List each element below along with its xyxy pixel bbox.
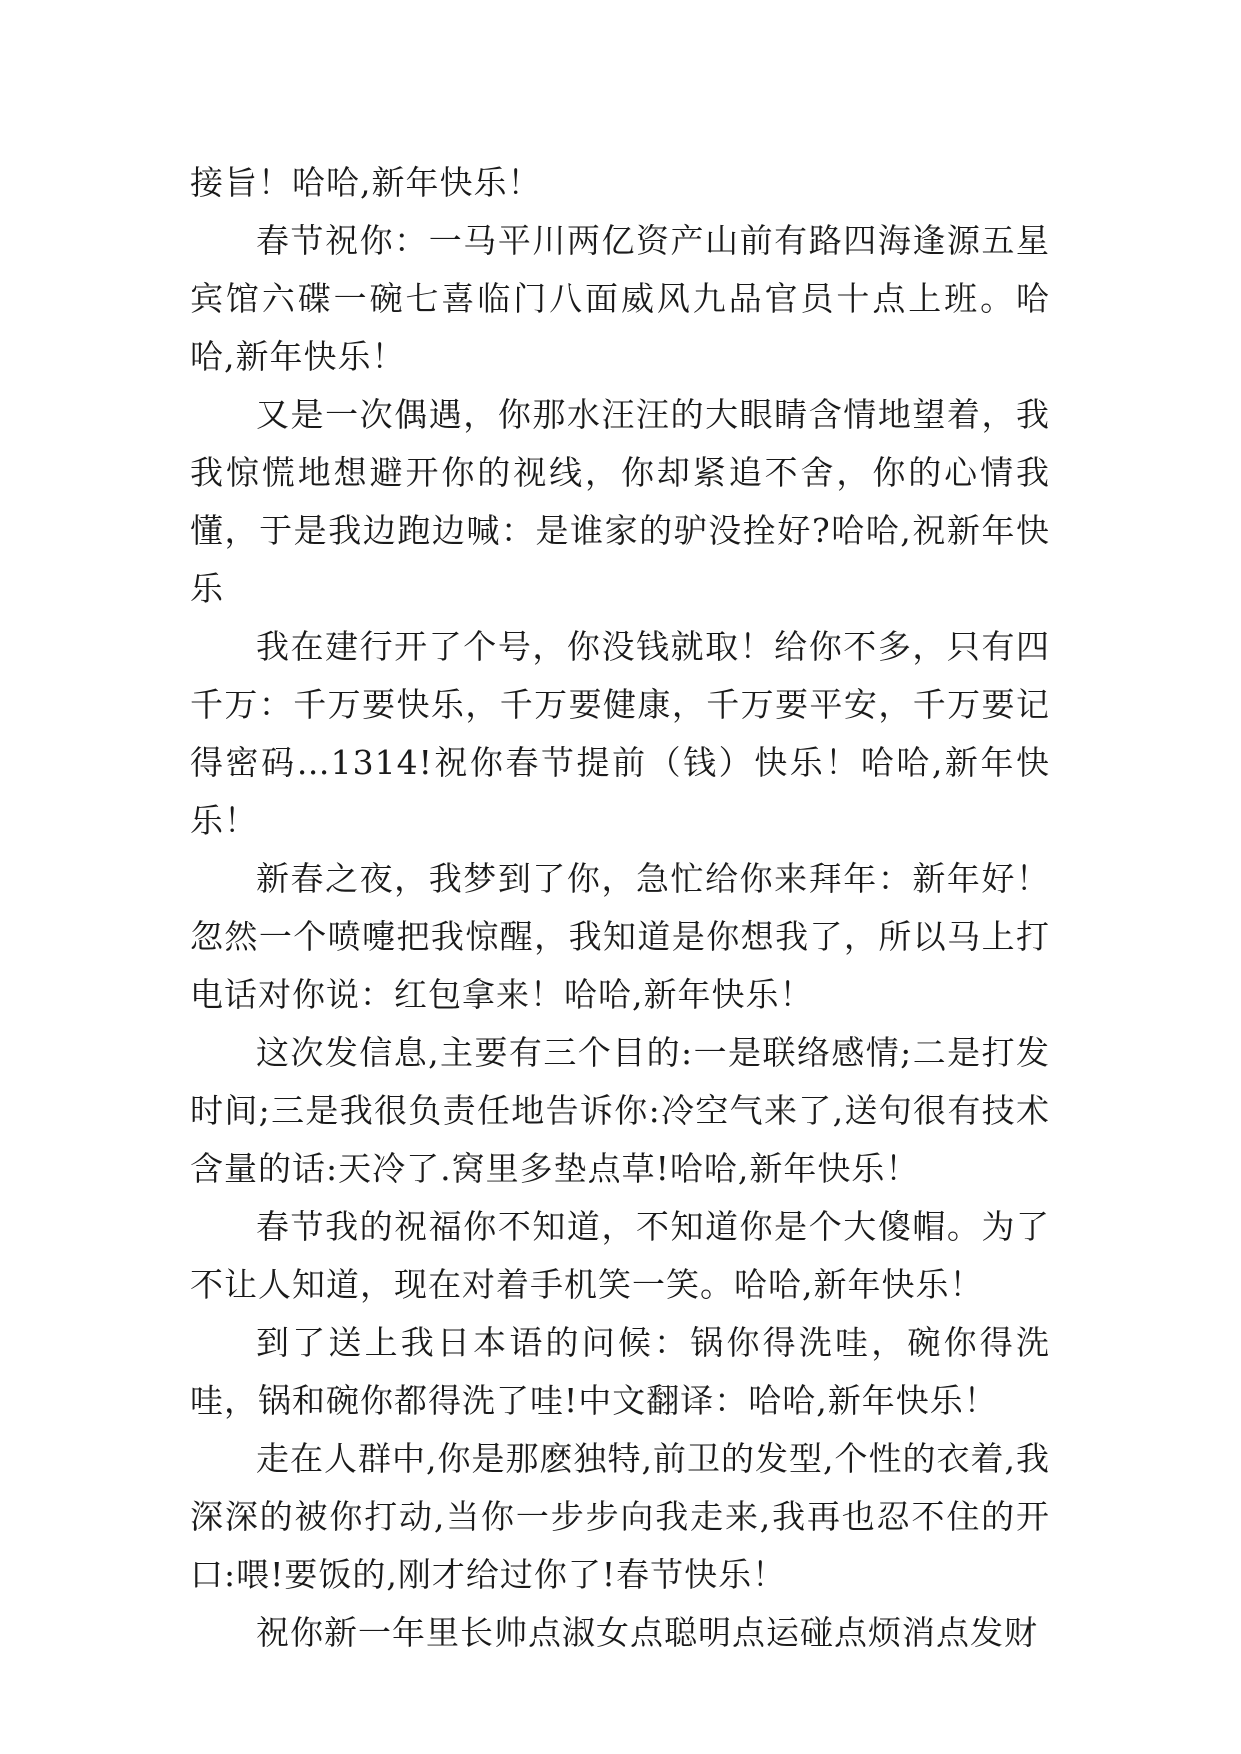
paragraph-5: 新春之夜，我梦到了你，急忙给你来拜年：新年好！忽然一个喷嚏把我惊醒，我知道是你想我了，所以马上打电话对你说：红包拿来！哈哈,新年快乐！ [190, 859, 1050, 1014]
document-body [190, 154, 1050, 1662]
paragraph-10: 祝你新一年里长帅点淑女点聪明点运碰点烦消点发财 [256, 1613, 1038, 1652]
paragraph-9: 走在人群中,你是那麽独特,前卫的发型,个性的衣着,我深深的被你打动,当你一步步向我走来,我再也忍不住的开口:喂!要饭的,刚才给过你了!春节快乐！ [190, 1439, 1050, 1594]
paragraph-1: 接旨！哈哈,新年快乐！ [190, 163, 542, 202]
paragraph-8: 到了送上我日本语的问候：锅你得洗哇，碗你得洗哇，锅和碗你都得洗了哇!中文翻译：哈哈,新年快乐！ [190, 1323, 1050, 1420]
paragraph-7: 春节我的祝福你不知道，不知道你是个大傻帽。为了不让人知道，现在对着手机笑一笑。哈哈,新年快乐！ [190, 1207, 1050, 1304]
paragraph-4: 我在建行开了个号，你没钱就取！给你不多，只有四千万：千万要快乐，千万要健康，千万要平安，千万要记得密码…1314!祝你春节提前（钱）快乐！哈哈,新年快乐！ [190, 627, 1050, 840]
paragraph-2: 春节祝你：一马平川两亿资产山前有路四海逢源五星宾馆六碟一碗七喜临门八面威风九品官员十点上班。哈哈,新年快乐！ [190, 221, 1050, 376]
paragraph-6: 这次发信息,主要有三个目的:一是联络感情;二是打发时间;三是我很负责任地告诉你:冷空气来了,送句很有技术含量的话:天冷了.窝里多垫点草!哈哈,新年快乐！ [190, 1033, 1050, 1188]
paragraph-3: 又是一次偶遇，你那水汪汪的大眼睛含情地望着，我我惊慌地想避开你的视线，你却紧追不舍，你的心情我懂，于是我边跑边喊：是谁家的驴没拴好?哈哈,祝新年快乐 [190, 395, 1050, 608]
